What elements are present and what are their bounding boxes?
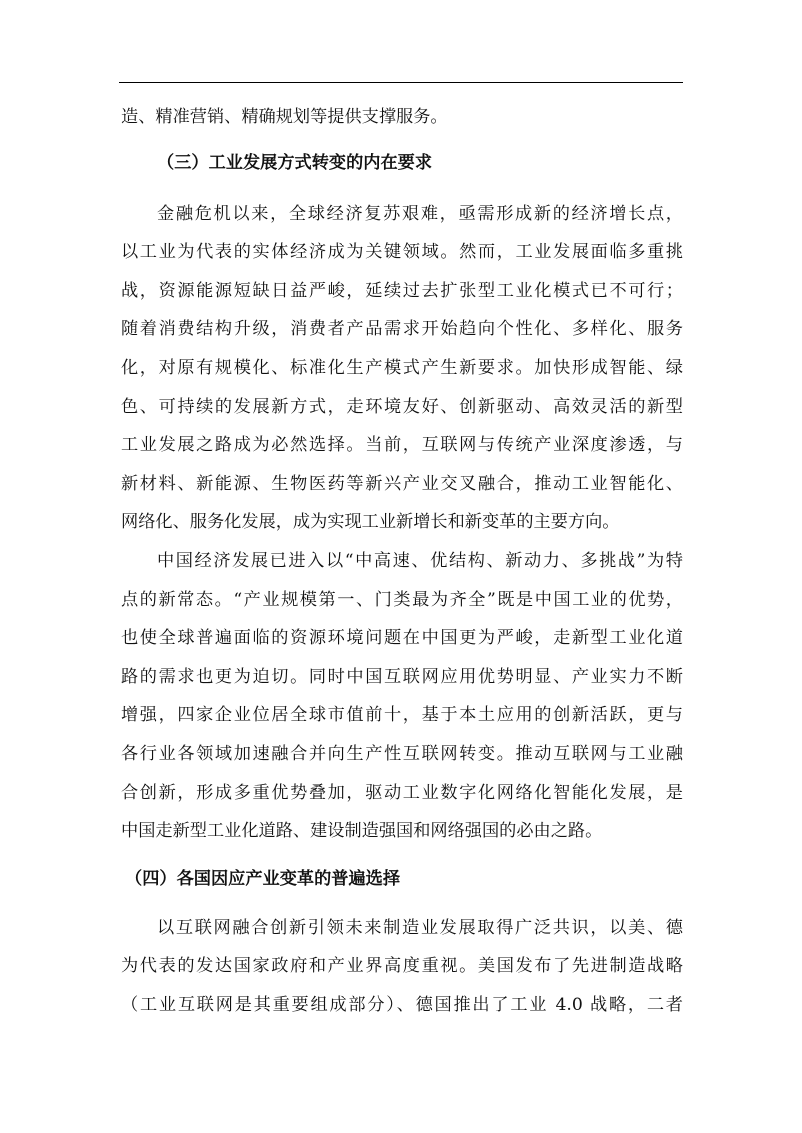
section3-paragraph-1 (121, 195, 683, 542)
text-line: 战，资源能源短缺日益严峻，延续过去扩张型工业化模式已不可行； (121, 280, 683, 301)
text-line: 金融危机以来，全球经济复苏艰难，亟需形成新的经济增长点， (157, 203, 683, 224)
text-line: 中国走新型工业化道路、建设制造强国和网络强国的必由之路。 (121, 821, 603, 842)
document-body (121, 98, 683, 1024)
text-line: 化，对原有规模化、标准化生产模式产生新要求。加快形成智能、绿 (121, 357, 683, 378)
section3-paragraph-2 (121, 542, 683, 851)
header-rule (119, 82, 683, 83)
continuation-line: 造、精准营销、精确规划等提供支撑服务。 (121, 107, 448, 127)
section-heading-3: （三）工业发展方式转变的内在要求 (157, 152, 433, 173)
text-line: 点的新常态。“产业规模第一、门类最为齐全”既是中国工业的优势， (121, 589, 683, 610)
section-heading-4: （四）各国因应产业变革的普遍选择 (125, 868, 401, 889)
text-line: （工业互联网是其重要组成部分）、德国推出了工业 4.0 战略，二者 (121, 994, 683, 1015)
section4-paragraph-1 (121, 909, 683, 1025)
text-line: 路的需求也更为迫切。同时中国互联网应用优势明显、产业实力不断 (121, 666, 683, 687)
text-line: 新材料、新能源、生物医药等新兴产业交叉融合，推动工业智能化、 (121, 473, 683, 494)
text-line: 以互联网融合创新引领未来制造业发展取得广泛共识，以美、德 (157, 917, 683, 938)
text-line: 色、可持续的发展新方式，走环境友好、创新驱动、高效灵活的新型 (121, 396, 683, 417)
text-line: 各行业各领域加速融合并向生产性互联网转变。推动互联网与工业融 (121, 743, 683, 764)
text-line: 也使全球普遍面临的资源环境问题在中国更为严峻，走新型工业化道 (121, 628, 683, 649)
text-line: 网络化、服务化发展，成为实现工业新增长和新变革的主要方向。 (121, 512, 620, 533)
text-line: 中国经济发展已进入以“中高速、优结构、新动力、多挑战”为特 (157, 550, 683, 571)
text-line: 工业发展之路成为必然选择。当前，互联网与传统产业深度渗透，与 (121, 435, 683, 456)
text-line: 随着消费结构升级，消费者产品需求开始趋向个性化、多样化、服务 (121, 319, 683, 340)
text-line: 增强，四家企业位居全球市值前十，基于本土应用的创新活跃，更与 (121, 705, 683, 726)
text-line: 合创新，形成多重优势叠加，驱动工业数字化网络化智能化发展，是 (121, 782, 683, 803)
text-line: 为代表的发达国家政府和产业界高度重视。美国发布了先进制造战略 (121, 956, 683, 977)
text-line: 以工业为代表的实体经济成为关键领域。然而，工业发展面临多重挑 (121, 242, 683, 263)
